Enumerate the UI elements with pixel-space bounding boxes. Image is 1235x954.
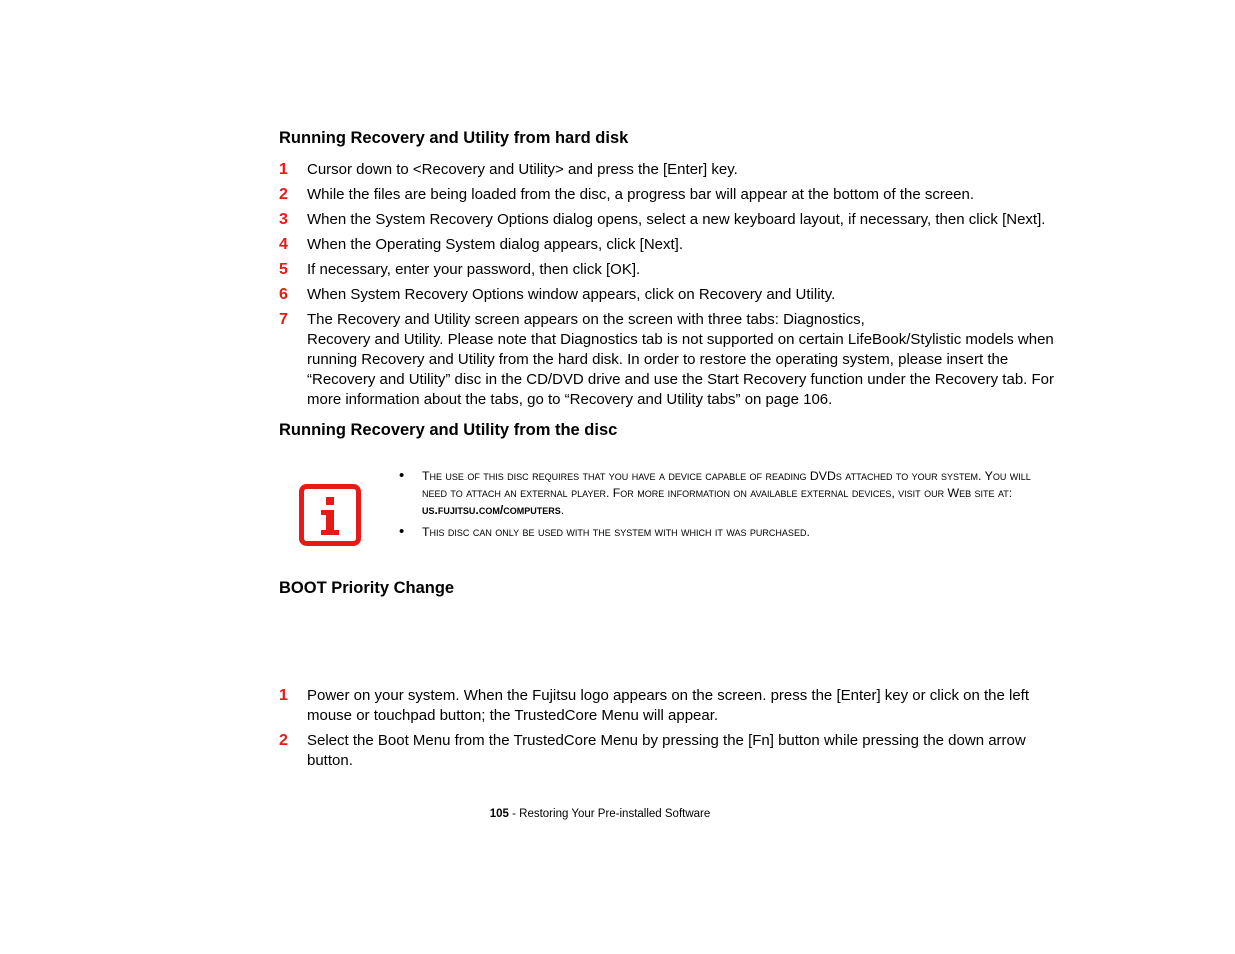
note-list: [399, 468, 1059, 546]
list-item: [279, 285, 1069, 305]
step-number: 4: [279, 236, 288, 253]
footer-separator: -: [508, 808, 520, 820]
footer-title: Restoring Your Pre-installed Software: [519, 808, 711, 820]
list-item: [279, 310, 1069, 410]
list-item: [279, 260, 1069, 280]
step-number: 1: [279, 687, 288, 704]
step-text: If necessary, enter your password, then click [OK].: [307, 261, 641, 278]
heading-hard-disk: Running Recovery and Utility from hard disk: [279, 129, 629, 147]
page-footer: [0, 806, 1200, 822]
step-text: Power on your system. When the Fujitsu logo appears on the screen. press the [Enter] key or click on the left mouse or touchpad button; the TrustedCore Menu will appear.: [307, 687, 1030, 724]
info-icon: [299, 484, 361, 546]
step-text-line-1: The Recovery and Utility screen appears on the screen with three tabs: Diagnostics,: [307, 311, 865, 328]
step-text-line-2: Recovery and Utility. Please note that Diagnostics tab is not supported on certain LifeBook/Stylistic models when running Recovery and Utility from the hard disk. In order to restore the operating system, please insert the “Recovery and Utility” disc in the CD/DVD drive and use the Start Recovery function under the Recovery tab. For more information about the tabs, go to “Recovery and Utility tabs” on page 106.: [307, 331, 1054, 408]
step-text: Select the Boot Menu from the TrustedCore Menu by pressing the [Fn] button while pressing the down arrow button.: [307, 732, 1026, 769]
step-text: Cursor down to <Recovery and Utility> and press the [Enter] key.: [307, 161, 738, 178]
list-item: [279, 160, 1069, 180]
heading-disc: Running Recovery and Utility from the disc: [279, 421, 618, 439]
list-item: [279, 235, 1069, 255]
note-text: The use of this disc requires that you have a device capable of reading DVDs attached to your system. You will need to attach an external player. For more information on available external devices, visit our Web site at:: [422, 469, 1031, 500]
bullet-icon: •: [399, 467, 405, 484]
step-number: 5: [279, 261, 288, 278]
note-text: This disc can only be used with the system with which it was purchased.: [422, 525, 810, 539]
step-number: 3: [279, 211, 288, 228]
step-text: While the files are being loaded from the disc, a progress bar will appear at the bottom of the screen.: [307, 186, 975, 203]
step-text: When System Recovery Options window appears, click on Recovery and Utility.: [307, 286, 836, 303]
boot-steps: [279, 686, 1069, 776]
note-item: [399, 524, 1059, 541]
page-number: 105: [489, 808, 509, 820]
step-number: 2: [279, 186, 288, 203]
step-number: 6: [279, 286, 288, 303]
list-item: [279, 210, 1069, 230]
step-number: 1: [279, 161, 288, 178]
bullet-icon: •: [399, 523, 405, 540]
heading-boot-priority: BOOT Priority Change: [279, 579, 455, 597]
note-box: [279, 468, 1069, 558]
list-item: [279, 185, 1069, 205]
website-link[interactable]: us.fujitsu.com/computers: [422, 503, 561, 517]
hard-disk-steps: [279, 160, 1069, 415]
step-number: 7: [279, 311, 288, 328]
note-item: [399, 468, 1059, 519]
list-item: [279, 686, 1069, 726]
step-number: 2: [279, 732, 288, 749]
step-text: When the Operating System dialog appears, click [Next].: [307, 236, 684, 253]
list-item: [279, 731, 1069, 771]
note-text-end: .: [560, 503, 565, 517]
step-text: When the System Recovery Options dialog opens, select a new keyboard layout, if necessary, then click [Next].: [307, 211, 1046, 228]
